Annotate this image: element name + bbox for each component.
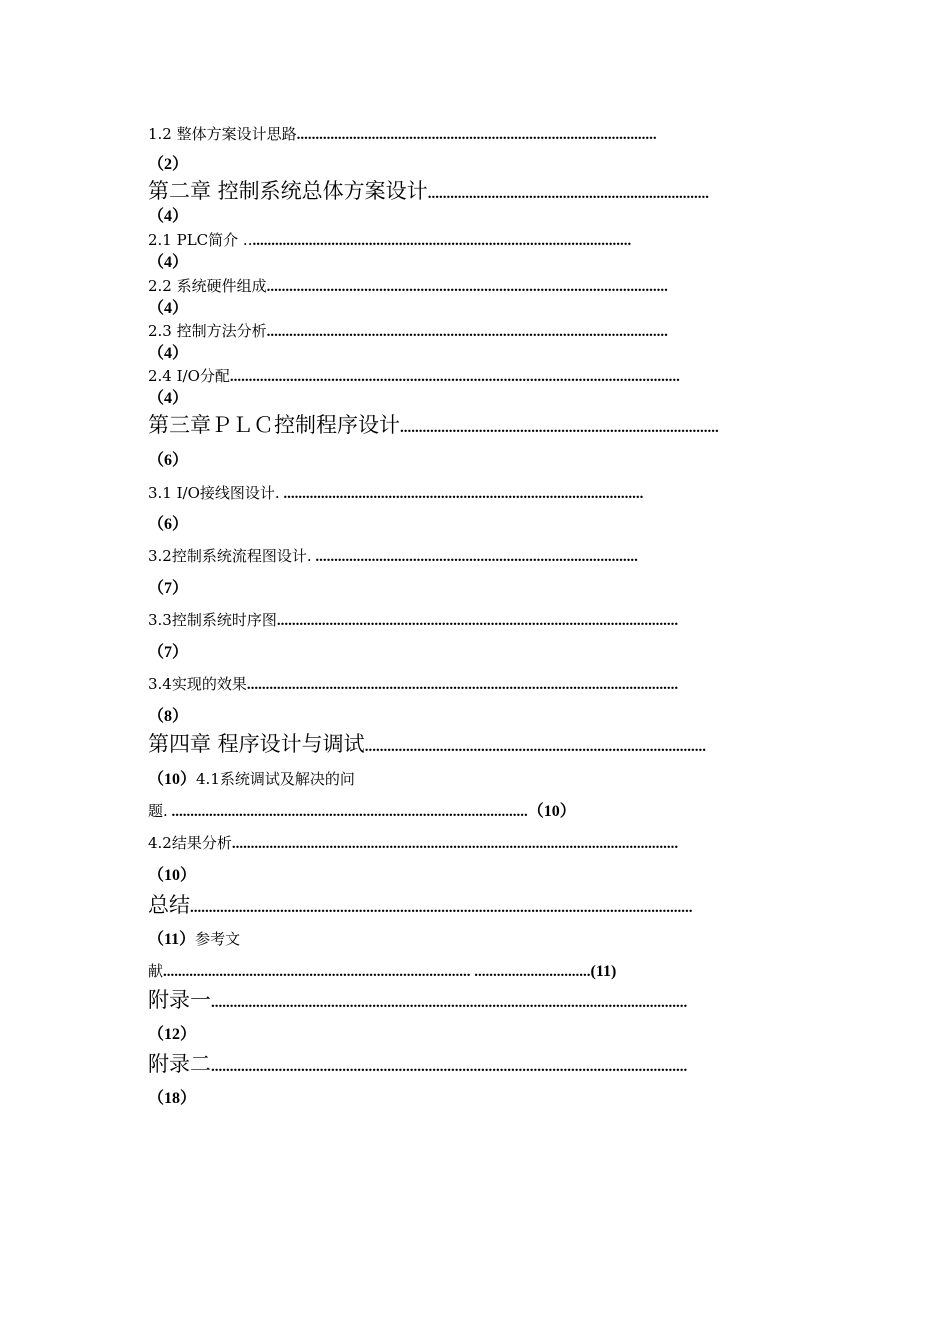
toc-line-4-1-end[interactable]: [148, 802, 618, 821]
toc-leader-dots: .......................................................................................................................: [231, 836, 679, 852]
toc-page-number: （4）: [148, 254, 189, 271]
toc-page-number: （8）: [148, 708, 189, 725]
toc-page-number: （6）: [148, 516, 189, 533]
toc-chapter-2[interactable]: [148, 179, 772, 204]
toc-leader-dots: ...............................................................................................................................: [211, 1059, 688, 1075]
toc-line-3-3[interactable]: [148, 611, 770, 630]
toc-leader-dots: ...............................................................................................: [167, 804, 528, 820]
toc-leader-dots: ........................................................................................................................: [229, 369, 680, 385]
toc-page-number: （4）: [148, 300, 189, 317]
toc-label: 2.3 控制方法分析: [148, 322, 267, 340]
toc-line-3-1[interactable]: [148, 484, 770, 503]
toc-leader-dots: ......................................................................................................................................: [190, 900, 693, 916]
toc-line-2-3[interactable]: [148, 322, 776, 341]
toc-page-number: （10）: [148, 771, 197, 788]
toc-appendix-1[interactable]: [148, 988, 766, 1013]
toc-leader-dots: ......................................................................................: [311, 549, 638, 565]
toc-leader-dots: ................................................................................................: [296, 127, 657, 143]
toc-line-1-2[interactable]: [148, 125, 776, 144]
toc-label: 总结: [148, 893, 190, 917]
toc-page-number: （10）: [148, 867, 197, 884]
toc-leader-dots: .....................................................................................: [400, 420, 719, 436]
toc-chapter-4[interactable]: [148, 732, 762, 757]
toc-label: 2.4 I/O分配: [148, 367, 230, 385]
toc-label: 3.1 I/O接线图设计.: [148, 484, 280, 502]
toc-label: 3.3控制系统时序图: [148, 611, 277, 629]
toc-page-number: （12）: [148, 1026, 197, 1043]
toc-leader-dots: ...........................................................................................: [364, 739, 706, 755]
toc-references-start[interactable]: [148, 930, 240, 949]
toc-leader-dots: .....................................................................................................: [252, 233, 632, 249]
toc-label: 参考文: [195, 930, 241, 948]
toc-page-number: （18）: [148, 1090, 197, 1107]
toc-page-number: （11）: [148, 931, 196, 948]
toc-label: 第四章 程序设计与调试: [148, 732, 365, 756]
toc-label: 3.4实现的效果: [148, 675, 247, 693]
toc-appendix-2[interactable]: [148, 1052, 770, 1077]
toc-line-3-2[interactable]: [148, 547, 770, 566]
toc-label: 4.1系统调试及解决的问: [196, 770, 355, 788]
toc-page-number: （4）: [148, 208, 189, 225]
toc-page-number: （10）: [527, 803, 576, 820]
toc-page-number: （2）: [148, 156, 189, 173]
toc-page-number: （6）: [148, 452, 189, 469]
toc-summary[interactable]: [148, 893, 770, 918]
toc-label: 第三章ＰＬＣ控制程序设计: [148, 413, 400, 437]
toc-leader-dots: ...........................................................................................................: [266, 324, 668, 340]
toc-leader-dots: ...............................................................................................................................: [211, 995, 688, 1011]
toc-line-2-4[interactable]: [148, 367, 784, 386]
toc-label: 2.1 PLC简介 ..: [148, 231, 253, 249]
toc-leader-dots: ...........................................................................: [427, 186, 709, 202]
toc-references-end[interactable]: [148, 962, 752, 981]
toc-line-4-1-start[interactable]: [148, 770, 355, 789]
toc-leader-dots: ...........................................................................................................: [276, 613, 679, 629]
toc-label: 第二章 控制系统总体方案设计: [148, 179, 428, 203]
toc-label: 3.2控制系统流程图设计.: [148, 547, 312, 565]
toc-line-2-2[interactable]: [148, 277, 776, 296]
toc-leader-dots: ................................................................................................: [279, 486, 644, 502]
toc-label: 题.: [148, 802, 168, 820]
toc-label: 献: [148, 962, 164, 980]
toc-label: 4.2结果分析: [148, 834, 232, 852]
toc-leader-dots: ...................................................................................................................: [246, 677, 679, 693]
toc-line-3-4[interactable]: [148, 675, 770, 694]
toc-leader-dots: ...........................................................................................................: [266, 279, 668, 295]
toc-label: 1.2 整体方案设计思路: [148, 125, 297, 143]
toc-page-number: (11): [590, 963, 617, 980]
toc-label: 附录二: [148, 1052, 211, 1076]
toc-line-4-2[interactable]: [148, 834, 770, 853]
toc-label: 附录一: [148, 988, 211, 1012]
toc-page-number: （7）: [148, 644, 189, 661]
toc-label: 2.2 系统硬件组成: [148, 277, 267, 295]
toc-line-2-1[interactable]: [148, 231, 784, 250]
toc-leader-dots: .................................................................................. ...............................: [163, 964, 591, 980]
toc-chapter-3[interactable]: [148, 413, 770, 438]
toc-page-number: （4）: [148, 390, 189, 407]
toc-page-number: （4）: [148, 345, 189, 362]
toc-page-number: （7）: [148, 580, 189, 597]
